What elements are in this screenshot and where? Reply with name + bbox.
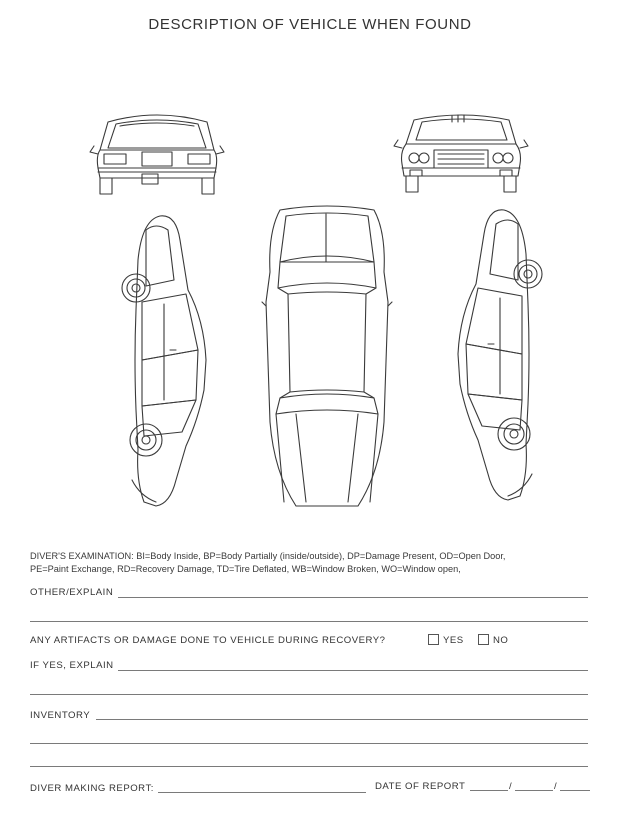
- legend-line-2: PE=Paint Exchange, RD=Recovery Damage, TD=Tire Deflated, WB=Window Broken, WO=Window open,: [30, 563, 461, 574]
- examination-legend: [30, 550, 595, 575]
- no-option[interactable]: [478, 634, 508, 646]
- legend-line-1: DIVER'S EXAMINATION: BI=Body Inside, BP=Body Partially (inside/outside), DP=Damage Present, OD=Open Door,: [30, 551, 506, 561]
- yes-option[interactable]: [428, 634, 464, 646]
- car-front-view-diagram: [394, 112, 529, 202]
- inventory-line-1[interactable]: [96, 719, 588, 720]
- date-year-line[interactable]: [560, 790, 590, 791]
- yes-label: YES: [443, 635, 464, 646]
- if-yes-explain-line-2[interactable]: [30, 694, 588, 695]
- date-month-line[interactable]: [470, 790, 508, 791]
- inventory-line-2[interactable]: [30, 743, 588, 744]
- car-right-side-diagram: [448, 204, 548, 504]
- car-top-view-diagram: [262, 202, 392, 514]
- date-separator-1: /: [509, 781, 513, 792]
- diver-making-report-line[interactable]: [158, 792, 366, 793]
- no-label: NO: [493, 635, 509, 646]
- other-explain-label: OTHER/EXPLAIN: [30, 587, 114, 598]
- if-yes-explain-line-1[interactable]: [118, 670, 588, 671]
- date-day-line[interactable]: [515, 790, 553, 791]
- page-title: DESCRIPTION OF VEHICLE WHEN FOUND: [148, 16, 472, 33]
- yes-checkbox[interactable]: [428, 634, 439, 645]
- inventory-line-3[interactable]: [30, 766, 588, 767]
- car-left-side-diagram: [116, 210, 216, 510]
- date-of-report-label: DATE OF REPORT: [375, 781, 466, 792]
- date-separator-2: /: [554, 781, 558, 792]
- other-explain-line-2[interactable]: [30, 621, 588, 622]
- inventory-label: INVENTORY: [30, 710, 91, 721]
- car-rear-view-diagram: [90, 112, 225, 202]
- other-explain-line-1[interactable]: [118, 597, 588, 598]
- diver-making-report-label: DIVER MAKING REPORT:: [30, 783, 154, 794]
- if-yes-explain-label: IF YES, EXPLAIN: [30, 660, 114, 671]
- artifacts-question: ANY ARTIFACTS OR DAMAGE DONE TO VEHICLE DURING RECOVERY?: [30, 635, 386, 646]
- no-checkbox[interactable]: [478, 634, 489, 645]
